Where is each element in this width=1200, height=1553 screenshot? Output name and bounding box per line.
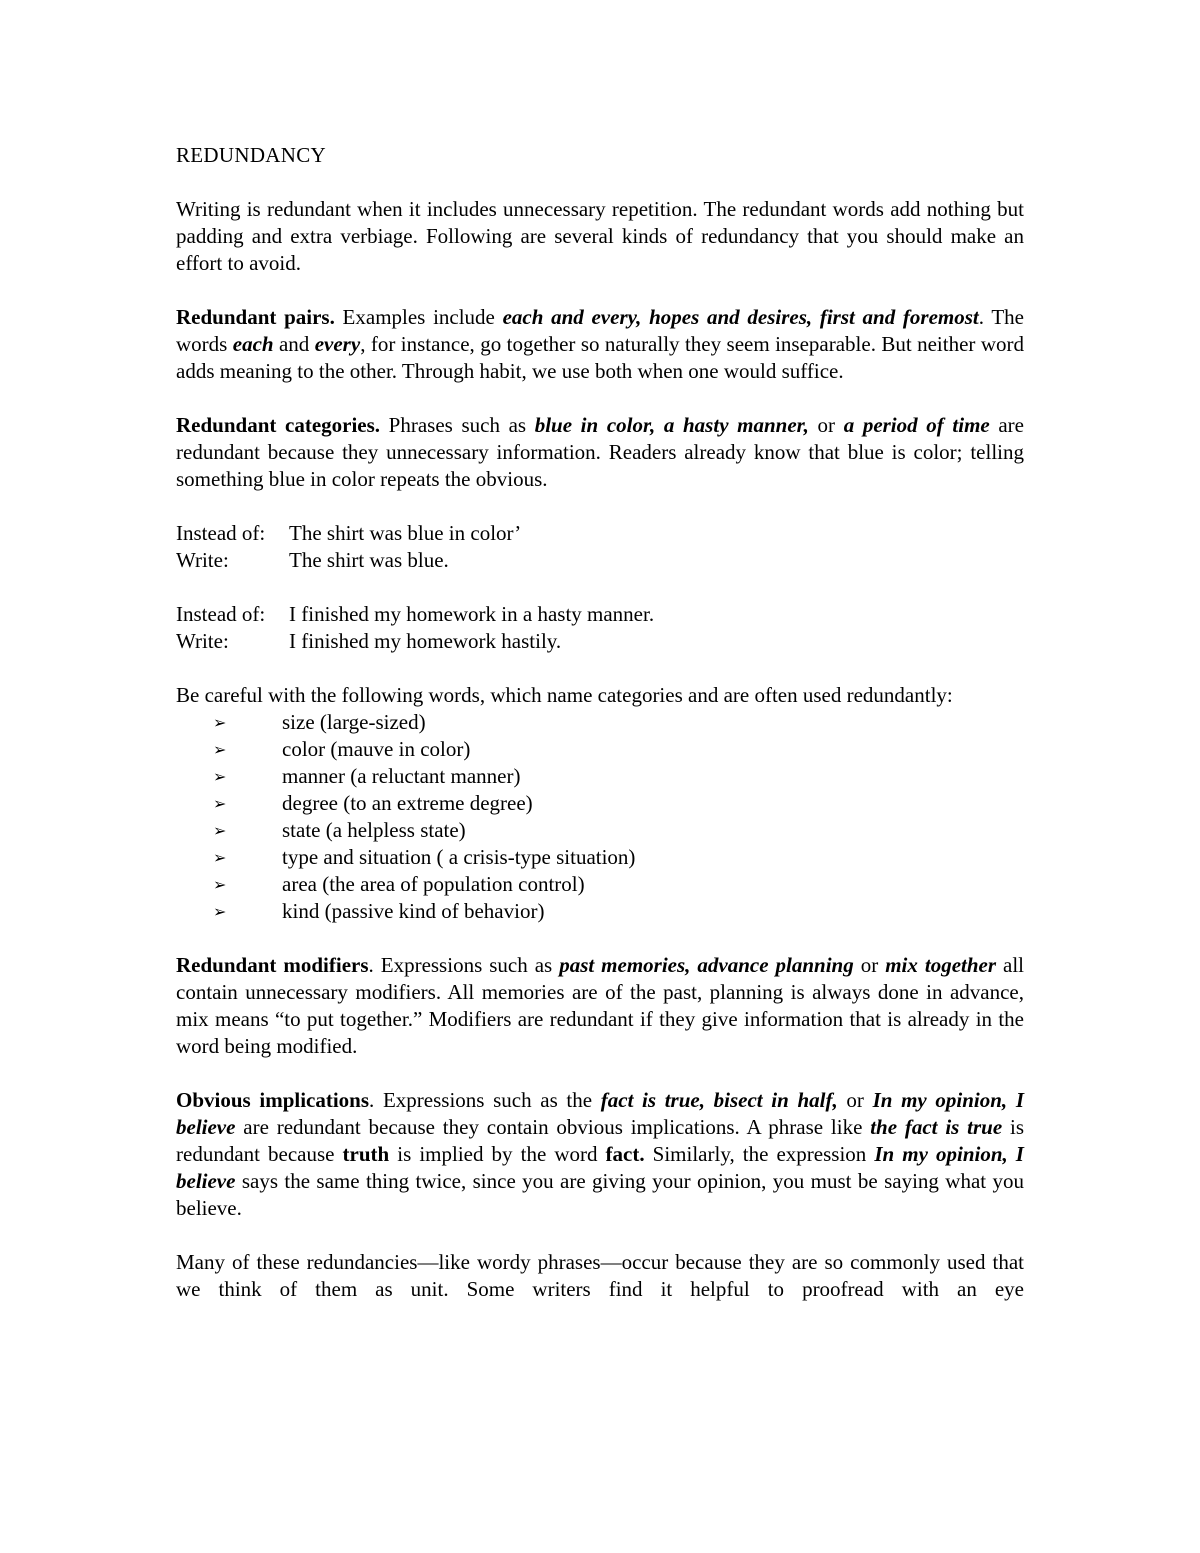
list-item-text: area (the area of population control) — [282, 872, 585, 896]
list-item-text: state (a helpless state) — [282, 818, 466, 842]
example-label: Instead of: — [176, 602, 266, 626]
arrow-bullet-icon: ➢ — [213, 767, 227, 786]
redundant-modifiers-paragraph — [176, 952, 1024, 1060]
arrow-bullet-icon: ➢ — [213, 848, 227, 867]
body-text: Similarly, the expression — [644, 1142, 875, 1166]
body-text: or — [837, 1088, 873, 1112]
example-label: Write: — [176, 548, 229, 572]
list-item — [176, 871, 1024, 898]
arrow-bullet-icon: ➢ — [213, 740, 227, 759]
body-text: says the same thing twice, since you are giving your opinion, you must be saying what you believe. — [176, 1169, 1024, 1220]
body-text: , for instance, go together so naturally they seem inseparable. But neither word adds meaning to the other. Through habit, we use both when one would suffice. — [176, 332, 1024, 383]
body-text: all contain unnecessary modifiers. All memories are of the past, planning is always done in advance, mix means “to put together.” Modifiers are redundant if they give information that is already in the word being modified. — [176, 953, 1025, 1058]
category-words-list — [176, 709, 1024, 925]
careful-intro: Be careful with the following words, which name categories and are often used redundantly: — [176, 683, 953, 707]
example-pair — [176, 601, 1024, 655]
list-item-text: kind (passive kind of behavior) — [282, 899, 545, 923]
obvious-implications-paragraph — [176, 1087, 1024, 1222]
body-text: or — [808, 413, 844, 437]
page-title: REDUNDANCY — [176, 143, 326, 167]
example-phrase: each and every, hopes and desires, first and foremost — [502, 305, 979, 329]
intro-paragraph: Writing is redundant when it includes unnecessary repetition. The redundant words add nothing but padding and extra verbiage. Following are several kinds of redundancy that you should make an effort to avoid. — [176, 197, 1024, 275]
arrow-bullet-icon: ➢ — [213, 713, 227, 732]
redundant-pairs-paragraph — [176, 304, 1024, 385]
list-item — [176, 790, 1024, 817]
body-text: . Expressions such as the — [369, 1088, 601, 1112]
body-text: . The words — [176, 305, 1024, 356]
list-item-text: degree (to an extreme degree) — [282, 791, 533, 815]
section-heading: Redundant pairs. — [176, 305, 335, 329]
example-phrase: fact is true, bisect in half, — [600, 1088, 838, 1112]
example-phrase: mix together — [885, 953, 997, 977]
example-phrase: the fact is true — [870, 1115, 1003, 1139]
arrow-bullet-icon: ➢ — [213, 794, 227, 813]
example-instead-row — [176, 601, 1024, 628]
list-item-text: type and situation ( a crisis-type situation) — [282, 845, 636, 869]
body-text: are redundant because they unnecessary information. Readers already know that blue is color; telling something blue in color repeats the obvious. — [176, 413, 1024, 491]
example-text: I finished my homework in a hasty manner. — [289, 602, 655, 626]
example-label: Write: — [176, 629, 229, 653]
list-item — [176, 736, 1024, 763]
body-text: Phrases such as — [380, 413, 535, 437]
arrow-bullet-icon: ➢ — [213, 902, 227, 921]
body-text: and — [273, 332, 315, 356]
example-phrase: every — [314, 332, 361, 356]
closing-paragraph: Many of these redundancies—like wordy phrases—occur because they are so commonly used that we think of them as unit. Some writers find it helpful to proofread with an eye — [176, 1250, 1024, 1301]
body-text: . Expressions such as — [368, 953, 560, 977]
example-phrase: past memories, advance planning — [559, 953, 854, 977]
document-page — [176, 142, 1024, 1330]
list-item-text: size (large-sized) — [282, 710, 426, 734]
example-pair — [176, 520, 1024, 574]
example-label: Instead of: — [176, 521, 266, 545]
example-phrase: In my opinion, I believe — [176, 1088, 1025, 1139]
redundant-categories-paragraph — [176, 412, 1024, 493]
section-heading: Redundant categories. — [176, 413, 381, 437]
arrow-bullet-icon: ➢ — [213, 821, 227, 840]
example-phrase: blue in color, a hasty manner, — [534, 413, 809, 437]
list-item — [176, 709, 1024, 736]
list-item-text: manner (a reluctant manner) — [282, 764, 521, 788]
example-phrase: In my opinion, I believe — [176, 1142, 1024, 1193]
arrow-bullet-icon: ➢ — [213, 875, 227, 894]
example-text: The shirt was blue. — [289, 548, 449, 572]
body-text: is implied by the word — [389, 1142, 606, 1166]
section-heading: Obvious implications — [176, 1088, 370, 1112]
body-text: are redundant because they contain obvious implications. A phrase like — [235, 1115, 871, 1139]
list-item — [176, 844, 1024, 871]
example-phrase: a period of time — [843, 413, 990, 437]
example-text: I finished my homework hastily. — [289, 629, 562, 653]
body-text: is redundant because — [176, 1115, 1024, 1166]
example-text: The shirt was blue in color’ — [289, 521, 522, 545]
body-text: Examples include — [334, 305, 503, 329]
list-item-text: color (mauve in color) — [282, 737, 471, 761]
emphasized-word: fact. — [605, 1142, 645, 1166]
section-heading: Redundant modifiers — [176, 953, 369, 977]
body-text: or — [853, 953, 886, 977]
example-instead-row — [176, 520, 1024, 547]
example-write-row — [176, 628, 1024, 655]
list-item — [176, 763, 1024, 790]
example-write-row — [176, 547, 1024, 574]
example-phrase: each — [232, 332, 274, 356]
emphasized-word: truth — [342, 1142, 390, 1166]
list-item — [176, 817, 1024, 844]
list-item — [176, 898, 1024, 925]
